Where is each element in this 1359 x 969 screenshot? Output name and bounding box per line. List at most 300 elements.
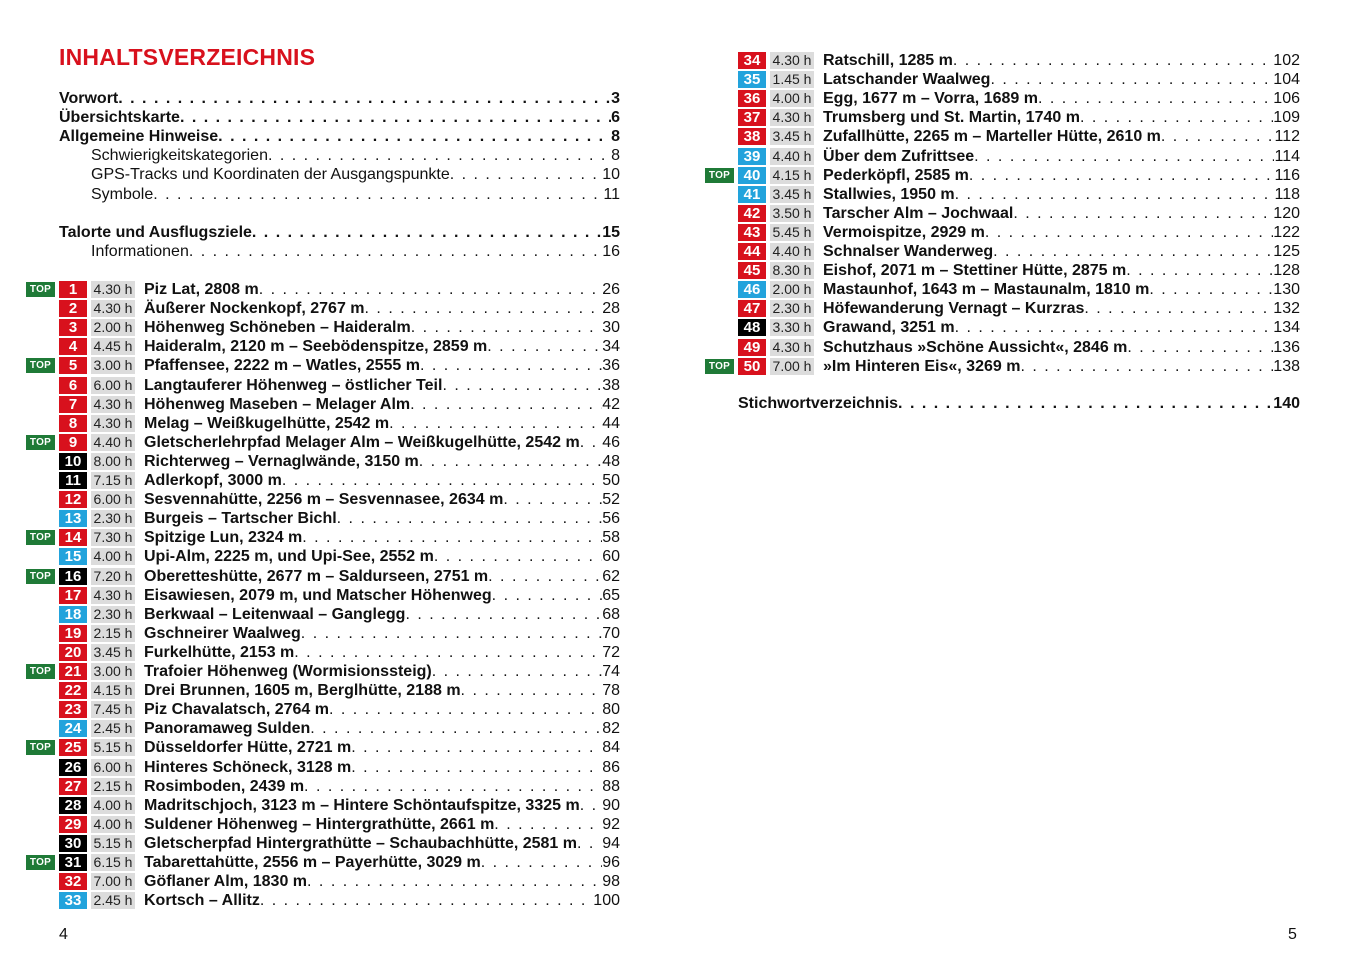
leader-dots (405, 605, 602, 624)
tour-number-badge: 8 (59, 415, 87, 432)
tour-entry-37[interactable] (738, 108, 1300, 127)
tour-duration: 4.45 h (91, 338, 135, 355)
toc-entry[interactable] (91, 165, 620, 184)
tour-entry-19[interactable] (59, 624, 620, 643)
tour-number-badge: 1 (59, 281, 87, 298)
tour-entry-24[interactable] (59, 719, 620, 738)
tour-entry-39[interactable] (738, 147, 1300, 166)
tour-entry-5[interactable] (29, 356, 620, 375)
leader-dots (365, 299, 603, 318)
tour-page: 46 (602, 433, 620, 451)
tour-page: 96 (602, 854, 620, 871)
tour-page: 106 (1273, 90, 1300, 108)
tour-page: 52 (602, 491, 620, 509)
tour-title: Tarscher Alm – Jochwaal (823, 204, 1014, 222)
leader-dots (260, 891, 593, 910)
tour-number-badge: 19 (59, 625, 87, 642)
tour-page: 72 (602, 643, 620, 661)
tour-duration: 4.40 h (91, 434, 135, 451)
tour-entry-20[interactable] (59, 643, 620, 662)
tour-title: Grawand, 3251 m (823, 319, 955, 337)
tour-title: Äußerer Nockenkopf, 2767 m (144, 300, 365, 318)
tour-number-badge: 15 (59, 548, 87, 565)
tour-duration: 4.30 h (770, 52, 814, 69)
tour-title: Berkwaal – Leitenwaal – Ganglegg (144, 605, 406, 623)
tour-entry-2[interactable] (59, 299, 620, 318)
tour-title: Mastaunhof, 1643 m – Mastaunalm, 1810 m (823, 281, 1150, 299)
tour-title: Egg, 1677 m – Vorra, 1689 m (823, 90, 1038, 108)
top-badge: TOP (705, 359, 734, 374)
leader-dots (153, 185, 603, 204)
tour-duration: 5.45 h (770, 224, 814, 241)
toc-entry[interactable] (91, 242, 620, 261)
tour-entry-18[interactable] (59, 605, 620, 624)
top-badge: TOP (705, 168, 734, 183)
tour-duration: 7.00 h (91, 873, 135, 890)
tour-duration: 4.40 h (770, 148, 814, 165)
toc-entry-title: Symbole (91, 185, 154, 203)
leader-dots (389, 414, 602, 433)
tour-title: Trumsberg und St. Martin, 1740 m (823, 109, 1080, 127)
tour-page: 58 (602, 529, 620, 547)
tour-title: Über dem Zufrittsee (823, 147, 975, 165)
leader-dots (259, 280, 602, 299)
tour-title: Madritschjoch, 3123 m – Hintere Schöntaufspitze, 3325 m (144, 796, 580, 814)
leader-dots (985, 223, 1273, 242)
tour-number-badge: 26 (59, 759, 87, 776)
tour-number-badge: 24 (59, 720, 87, 737)
tour-number-badge: 45 (738, 262, 766, 279)
leader-dots (180, 108, 611, 127)
tour-duration: 4.00 h (91, 816, 135, 833)
tour-title: Haideralm, 2120 m – Seebödenspitze, 2859 m (144, 338, 488, 356)
tour-page: 68 (602, 605, 620, 623)
tour-number-badge: 17 (59, 587, 87, 604)
tour-entry-12[interactable] (59, 490, 620, 509)
tour-page: 74 (602, 663, 620, 680)
tour-page: 128 (1273, 262, 1300, 280)
leader-dots (974, 147, 1274, 166)
leader-dots (307, 872, 602, 891)
tour-entry-45[interactable] (738, 261, 1300, 280)
tour-duration: 1.45 h (770, 71, 814, 88)
tour-page: 112 (1274, 128, 1300, 146)
tour-page: 134 (1273, 319, 1300, 337)
tour-entry-35[interactable] (738, 70, 1300, 89)
leader-dots (1080, 108, 1273, 127)
toc-entry-page: 6 (611, 109, 620, 127)
tour-page: 120 (1273, 204, 1300, 222)
tour-page: 42 (602, 395, 620, 413)
tour-number-badge: 44 (738, 243, 766, 260)
tour-title: Panoramaweg Sulden (144, 720, 311, 738)
leader-dots (268, 146, 611, 165)
leader-dots (442, 376, 602, 395)
tour-entry-33[interactable] (59, 891, 620, 910)
tour-title: Furkelhütte, 2153 m (144, 643, 295, 661)
tour-page: 62 (602, 567, 620, 585)
tour-title: Langtauferer Höhenweg – östlicher Teil (144, 376, 443, 394)
tour-title: Sesvennahütte, 2256 m – Sesvennasee, 2634 m (144, 491, 504, 509)
tour-title: Oberetteshütte, 2677 m – Saldurseen, 2751 m (144, 567, 489, 585)
tour-number-badge: 11 (59, 472, 87, 489)
tour-entry-31[interactable] (29, 853, 620, 872)
leader-dots (577, 834, 602, 853)
tour-page: 102 (1273, 52, 1300, 69)
tour-duration: 6.00 h (91, 377, 135, 394)
tour-page: 98 (602, 873, 620, 891)
tour-title: Schutzhaus »Schöne Aussicht«, 2846 m (823, 338, 1128, 356)
tour-title: Piz Chavalatsch, 2764 m (144, 701, 329, 719)
tour-duration: 7.30 h (91, 529, 135, 546)
toc-entry-title: Übersichtskarte (59, 109, 180, 127)
leader-dots (310, 719, 602, 738)
leader-dots (1020, 357, 1273, 376)
tour-title: Rosimboden, 2439 m (144, 777, 305, 795)
top-badge: TOP (26, 530, 55, 545)
tour-entry-4[interactable] (59, 337, 620, 356)
tour-title: Schnalser Wanderweg (823, 243, 994, 260)
tour-entry-41[interactable] (738, 185, 1300, 204)
tour-entry-50[interactable] (708, 357, 1300, 376)
tour-page: 136 (1273, 338, 1300, 356)
tour-duration: 6.15 h (91, 854, 135, 871)
tour-title: »Im Hinteren Eis«, 3269 m (823, 357, 1021, 375)
leader-dots (337, 509, 603, 528)
tour-duration: 3.45 h (91, 644, 135, 661)
leader-dots (351, 738, 602, 757)
tour-title: Zufallhütte, 2265 m – Marteller Hütte, 2610 m (823, 128, 1161, 146)
tour-title: Trafoier Höhenweg (Wormisionssteig) (144, 663, 432, 680)
tour-title: Drei Brunnen, 1605 m, Berglhütte, 2188 m (144, 682, 461, 700)
tour-number-badge: 38 (738, 128, 766, 145)
leader-dots (419, 452, 602, 471)
page-number-left: 4 (59, 926, 68, 943)
tour-duration: 4.00 h (91, 797, 135, 814)
tour-entry-6[interactable] (59, 376, 620, 395)
toc-entry[interactable] (59, 108, 620, 127)
tour-duration: 4.15 h (91, 682, 135, 699)
tour-entry-1[interactable] (29, 280, 620, 299)
tour-entry-11[interactable] (59, 471, 620, 490)
leader-dots (450, 165, 602, 184)
top-badge: TOP (26, 358, 55, 373)
tour-number-badge: 10 (59, 453, 87, 470)
tour-entry-44[interactable] (738, 242, 1300, 261)
top-badge: TOP (26, 282, 55, 297)
tour-title: Höhenweg Maseben – Melager Alm (144, 395, 411, 413)
tour-title: Eisawiesen, 2079 m, und Matscher Höhenweg (144, 586, 492, 604)
tour-entry-3[interactable] (59, 318, 620, 337)
leader-dots (1126, 261, 1273, 280)
toc-entry-title: Allgemeine Hinweise (59, 128, 219, 146)
leader-dots (1084, 299, 1273, 318)
tour-title: Pfaffensee, 2222 m – Watles, 2555 m (144, 357, 420, 375)
right-page (680, 0, 1359, 969)
tour-title: Tabarettahütte, 2556 m – Payerhütte, 3029 m (144, 854, 481, 871)
tour-number-badge: 5 (59, 357, 87, 374)
tour-number-badge: 9 (59, 434, 87, 451)
tour-entry-13[interactable] (59, 509, 620, 528)
toc-entry-page: 11 (603, 185, 620, 203)
tour-duration: 4.00 h (770, 90, 814, 107)
leader-dots (955, 185, 1275, 204)
tour-entry-28[interactable] (59, 796, 620, 815)
tour-number-badge: 35 (738, 71, 766, 88)
toc-entry[interactable] (59, 89, 620, 108)
tour-page: 125 (1273, 243, 1300, 260)
tour-title: Adlerkopf, 3000 m (144, 472, 282, 489)
tour-number-badge: 33 (59, 892, 87, 909)
tour-number-badge: 49 (738, 339, 766, 356)
tour-title: Höfewanderung Vernagt – Kurzras (823, 300, 1085, 318)
tour-number-badge: 50 (738, 358, 766, 375)
tour-title: Gletscherpfad Hintergrathütte – Schaubachhütte, 2581 m (144, 834, 577, 852)
tour-entry-27[interactable] (59, 777, 620, 796)
tour-duration: 7.00 h (770, 358, 814, 375)
top-badge-slot (705, 359, 734, 374)
tour-page: 78 (602, 682, 620, 700)
leader-dots (1038, 89, 1273, 108)
tour-duration: 6.00 h (91, 759, 135, 776)
tour-duration: 7.20 h (91, 568, 135, 585)
tour-page: 48 (602, 452, 620, 470)
tour-entry-32[interactable] (59, 872, 620, 891)
tour-title: Göflaner Alm, 1830 m (144, 873, 308, 891)
top-badge: TOP (26, 569, 55, 584)
toc-entry[interactable] (91, 146, 620, 165)
tour-entry-26[interactable] (59, 758, 620, 777)
tour-entry-7[interactable] (59, 395, 620, 414)
tour-page: 30 (602, 319, 620, 337)
tour-page: 88 (602, 777, 620, 795)
tour-number-badge: 23 (59, 701, 87, 718)
tour-entry-38[interactable] (738, 127, 1300, 146)
leader-dots (189, 242, 602, 261)
tour-duration: 2.00 h (770, 281, 814, 298)
tour-number-badge: 40 (738, 167, 766, 184)
tour-page: 138 (1273, 357, 1300, 375)
tour-duration: 2.45 h (91, 892, 135, 909)
page-number-right: 5 (1288, 926, 1297, 943)
tour-page: 34 (602, 338, 620, 356)
leader-dots (492, 586, 603, 605)
leader-dots (990, 70, 1273, 89)
leader-dots (411, 318, 602, 337)
top-badge-slot (26, 855, 55, 870)
tour-entry-10[interactable] (59, 452, 620, 471)
leader-dots (1013, 204, 1273, 223)
tour-number-badge: 12 (59, 491, 87, 508)
tour-number-badge: 41 (738, 186, 766, 203)
tour-duration: 2.30 h (91, 510, 135, 527)
tour-title: Stallwies, 1950 m (823, 185, 955, 203)
tour-page: 38 (602, 376, 620, 394)
toc-entry[interactable] (59, 223, 620, 242)
tour-page: 50 (602, 472, 620, 489)
top-badge-slot (26, 435, 55, 450)
tour-entry-49[interactable] (738, 338, 1300, 357)
leader-dots (580, 796, 603, 815)
tour-entry-30[interactable] (59, 834, 620, 853)
tour-title: Gletscherlehrpfad Melager Alm – Weißkugelhütte, 2542 m (144, 433, 580, 451)
tour-duration: 3.00 h (91, 357, 135, 374)
tour-duration: 7.45 h (91, 701, 135, 718)
tour-entry-48[interactable] (738, 318, 1300, 337)
tour-number-badge: 21 (59, 663, 87, 680)
top-badge-slot (26, 664, 55, 679)
tour-number-badge: 47 (738, 300, 766, 317)
top-badge-slot (26, 358, 55, 373)
tour-entry-42[interactable] (738, 204, 1300, 223)
tour-entry-25[interactable] (29, 738, 620, 757)
tour-page: 100 (593, 892, 620, 910)
tour-page: 114 (1274, 147, 1300, 165)
toc-entry-page: 8 (611, 128, 620, 146)
tour-number-badge: 48 (738, 319, 766, 336)
tour-duration: 4.15 h (770, 167, 814, 184)
tour-number-badge: 6 (59, 377, 87, 394)
tour-duration: 4.30 h (91, 415, 135, 432)
top-badge: TOP (26, 855, 55, 870)
tour-duration: 2.15 h (91, 778, 135, 795)
tour-page: 56 (602, 510, 620, 528)
tour-page: 130 (1273, 281, 1300, 299)
tour-title: Pederköpfl, 2585 m (823, 166, 969, 184)
tour-page: 26 (602, 281, 620, 298)
tour-page: 132 (1273, 300, 1300, 318)
tour-entry-9[interactable] (29, 433, 620, 452)
tour-page: 80 (602, 701, 620, 719)
leader-dots (294, 643, 602, 662)
tour-duration: 4.30 h (91, 587, 135, 604)
leader-dots (953, 51, 1273, 70)
tour-duration: 3.00 h (91, 663, 135, 680)
tour-title: Richterweg – Vernaglwände, 3150 m (144, 452, 419, 470)
tour-entry-15[interactable] (59, 547, 620, 566)
leader-dots (969, 166, 1275, 185)
leader-dots (481, 853, 602, 872)
tour-duration: 4.30 h (770, 339, 814, 356)
tour-number-badge: 37 (738, 109, 766, 126)
leader-dots (993, 242, 1273, 261)
tour-page: 109 (1273, 109, 1300, 127)
toc-entry-title: Stichwortverzeichnis (738, 395, 899, 412)
tour-title: Spitzige Lun, 2324 m (144, 529, 303, 547)
tour-entry-34[interactable] (738, 51, 1300, 70)
tour-number-badge: 7 (59, 396, 87, 413)
tour-page: 84 (602, 739, 620, 757)
toc-entry-title: Vorwort (59, 90, 119, 107)
tour-number-badge: 31 (59, 854, 87, 871)
tour-page: 118 (1274, 185, 1300, 203)
tour-duration: 5.15 h (91, 835, 135, 852)
leader-dots (1127, 338, 1273, 357)
tour-number-badge: 43 (738, 224, 766, 241)
tour-entry-29[interactable] (59, 815, 620, 834)
tour-page: 94 (602, 834, 620, 852)
tour-number-badge: 14 (59, 529, 87, 546)
tour-duration: 6.00 h (91, 491, 135, 508)
tour-title: Höhenweg Schöneben – Haideralm (144, 319, 411, 337)
tour-entry-43[interactable] (738, 223, 1300, 242)
tour-number-badge: 28 (59, 797, 87, 814)
leader-dots (329, 700, 602, 719)
tour-entry-22[interactable] (59, 681, 620, 700)
toc-entry-title: Schwierigkeitskategorien (91, 147, 268, 165)
leader-dots (1161, 127, 1275, 146)
tour-entry-17[interactable] (59, 586, 620, 605)
toc-entry-title: Talorte und Ausflugsziele (59, 223, 252, 241)
tour-page: 36 (602, 357, 620, 375)
leader-dots (302, 528, 602, 547)
tour-page: 28 (602, 300, 620, 318)
tour-duration: 3.30 h (770, 319, 814, 336)
tour-number-badge: 22 (59, 682, 87, 699)
tour-entry-16[interactable] (29, 567, 620, 586)
leader-dots (494, 815, 602, 834)
tour-duration: 4.40 h (770, 243, 814, 260)
tour-entry-8[interactable] (59, 414, 620, 433)
toc-entry[interactable] (738, 394, 1300, 413)
toc-entry-title: GPS-Tracks und Koordinaten der Ausgangspunkte (91, 166, 450, 184)
tour-title: Upi-Alm, 2225 m, und Upi-See, 2552 m (144, 548, 434, 566)
tour-entry-47[interactable] (738, 299, 1300, 318)
tour-page: 82 (602, 720, 620, 738)
tour-number-badge: 27 (59, 778, 87, 795)
top-badge: TOP (26, 664, 55, 679)
tour-number-badge: 36 (738, 90, 766, 107)
leader-dots (898, 394, 1273, 413)
tour-entry-36[interactable] (738, 89, 1300, 108)
tour-duration: 4.30 h (91, 281, 135, 298)
tour-duration: 4.00 h (91, 548, 135, 565)
leader-dots (503, 490, 602, 509)
tour-duration: 3.50 h (770, 205, 814, 222)
tour-title: Düsseldorfer Hütte, 2721 m (144, 739, 352, 757)
tour-entry-21[interactable] (29, 662, 620, 681)
tour-title: Vermoispitze, 2929 m (823, 223, 985, 241)
tour-number-badge: 25 (59, 739, 87, 756)
tour-number-badge: 42 (738, 205, 766, 222)
tour-page: 122 (1273, 223, 1300, 241)
tour-duration: 2.00 h (91, 319, 135, 336)
tour-entry-46[interactable] (738, 280, 1300, 299)
tour-entry-14[interactable] (29, 528, 620, 547)
tour-number-badge: 13 (59, 510, 87, 527)
tour-number-badge: 16 (59, 568, 87, 585)
toc-entry[interactable] (91, 185, 620, 204)
tour-duration: 2.45 h (91, 720, 135, 737)
top-badge: TOP (26, 740, 55, 755)
toc-entry[interactable] (59, 127, 620, 146)
tour-page: 86 (602, 758, 620, 776)
tour-duration: 5.15 h (91, 739, 135, 756)
leader-dots (301, 624, 602, 643)
leader-dots (410, 395, 602, 414)
tour-entry-40[interactable] (708, 166, 1300, 185)
leader-dots (487, 337, 602, 356)
tour-title: Latschander Waalweg (823, 71, 991, 89)
toc-entry-page: 8 (611, 147, 620, 165)
tour-duration: 3.45 h (770, 128, 814, 145)
tour-entry-23[interactable] (59, 700, 620, 719)
tour-number-badge: 2 (59, 300, 87, 317)
leader-dots (118, 89, 611, 108)
toc-entry-title: Informationen (91, 242, 189, 260)
tour-number-badge: 30 (59, 835, 87, 852)
tour-duration: 3.45 h (770, 186, 814, 203)
